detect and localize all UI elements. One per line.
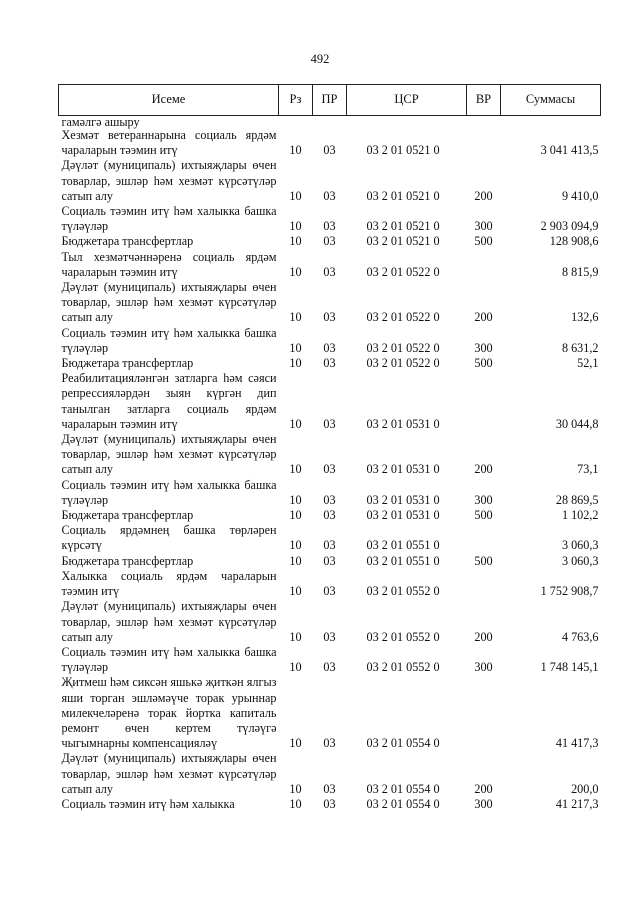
cell-name: Бюджетара трансфертлар [61,553,194,568]
cell-pr: 03 [323,340,336,355]
cell-vr [467,523,501,553]
table-row [59,280,601,326]
cell-sum: 3 060,3 [561,553,599,568]
cell-csr: 03 2 01 0521 0 [366,219,440,234]
cell-pr [313,116,347,129]
table-row [59,797,601,812]
table-row [59,326,601,356]
cell-rz: 10 [289,508,302,523]
cell-csr: 03 2 01 0522 0 [366,356,440,371]
table-row [59,356,601,371]
cell-rz [279,116,313,129]
header-pr: ПР [313,85,347,116]
header-name: Исеме [59,85,279,116]
cell-csr: 03 2 01 0522 0 [366,310,440,325]
table-row [59,751,601,797]
cell-pr: 03 [323,356,336,371]
cell-name: Халыкка социаль ярдәм чараларын тәэмин итү [61,568,277,599]
cell-name: Тыл хезмәтчәннәренә социаль ярдәм чараларын тәэмин итү [61,249,277,279]
table-row [59,675,601,751]
cell-csr: 03 2 01 0552 0 [366,629,440,644]
cell-vr [467,569,501,599]
cell-vr: 200 [474,462,493,477]
cell-vr [467,116,501,129]
cell-sum: 2 903 094,9 [540,219,599,234]
cell-rz: 10 [289,462,302,477]
cell-rz: 10 [289,629,302,644]
cell-pr: 03 [323,538,336,553]
cell-csr: 03 2 01 0551 0 [366,553,440,568]
cell-sum: 73,1 [577,462,599,477]
cell-rz: 10 [289,234,302,249]
table-row [59,371,601,432]
cell-pr: 03 [323,508,336,523]
cell-name: Социаль тәэмин итү һәм халыкка [61,796,235,811]
cell-rz: 10 [289,188,302,203]
cell-rz: 10 [289,310,302,325]
cell-pr: 03 [323,234,336,249]
cell-name: Җитмеш һәм сиксән яшькә җиткән ялгыз яши торган эшләмәүче торак урыннар милекчеләренә торак йортка капиталь ремонт өчен кертем түләүгә чыгымнарны компенсацияләү [61,675,277,751]
cell-sum: 1 102,2 [561,508,599,523]
cell-csr: 03 2 01 0531 0 [366,462,440,477]
cell-name: Дәүләт (муниципаль) ихтыяҗлары өчен товарлар, эшләр һәм хезмәт күрсәтүләр сатып алу [61,599,277,644]
cell-pr: 03 [323,629,336,644]
cell-sum: 30 044,8 [555,416,599,431]
cell-pr: 03 [323,553,336,568]
cell-pr: 03 [323,143,336,158]
cell-vr [467,250,501,280]
page-number: 492 [310,52,330,66]
cell-csr: 03 2 01 0531 0 [366,508,440,523]
cell-csr: 03 2 01 0522 0 [366,264,440,279]
cell-name: Социаль тәэмин итү һәм халыкка башка түләүләр [61,477,277,507]
cell-pr: 03 [323,416,336,431]
cell-csr: 03 2 01 0552 0 [366,660,440,675]
cell-sum: 41 217,3 [555,796,599,811]
cell-pr: 03 [323,796,336,811]
cell-name: Социаль ярдәмнең башка төрләрен күрсәтү [61,523,277,553]
cell-name: гамәлгә ашыру [61,115,140,129]
cell-rz: 10 [289,781,302,796]
header-rz: Рз [279,85,313,116]
cell-rz: 10 [289,736,302,751]
table-row [59,432,601,478]
cell-sum: 132,6 [571,310,599,325]
cell-csr: 03 2 01 0554 0 [366,796,440,811]
table-row [59,508,601,523]
cell-name: Дәүләт (муниципаль) ихтыяҗлары өчен товарлар, эшләр һәм хезмәт күрсәтүләр сатып алу [61,432,277,477]
table-header-row [59,85,601,116]
cell-sum: 52,1 [577,356,599,371]
cell-pr: 03 [323,660,336,675]
cell-rz: 10 [289,538,302,553]
cell-sum: 3 060,3 [561,538,599,553]
cell-csr: 03 2 01 0521 0 [366,143,440,158]
cell-rz: 10 [289,584,302,599]
cell-rz: 10 [289,660,302,675]
table-row [59,645,601,675]
cell-csr: 03 2 01 0552 0 [366,584,440,599]
header-vr: ВР [467,85,501,116]
cell-name: Дәүләт (муниципаль) ихтыяҗлары өчен товарлар, эшләр һәм хезмәт күрсәтүләр сатып алу [61,751,277,796]
cell-sum: 1 752 908,7 [540,584,599,599]
cell-pr: 03 [323,462,336,477]
cell-pr: 03 [323,310,336,325]
cell-vr: 300 [474,492,493,507]
cell-vr: 300 [474,219,493,234]
cell-name: Дәүләт (муниципаль) ихтыяҗлары өчен товарлар, эшләр һәм хезмәт күрсәтүләр сатып алу [61,158,277,203]
table-row [59,478,601,508]
cell-rz: 10 [289,356,302,371]
cell-sum: 1 748 145,1 [540,660,599,675]
cell-sum [501,116,601,129]
cell-name: Социаль тәэмин итү һәм халыкка башка түләүләр [61,204,277,234]
table-row [59,250,601,280]
cell-vr: 200 [474,781,493,796]
cell-vr: 500 [474,234,493,249]
cell-name: Социаль тәэмин итү һәм халыкка башка түләүләр [61,644,277,675]
cell-vr [467,675,501,751]
table-row [59,523,601,553]
table-row [59,569,601,599]
cell-vr: 300 [474,796,493,811]
cell-sum: 41 417,3 [555,736,599,751]
cell-rz: 10 [289,416,302,431]
cell-rz: 10 [289,219,302,234]
table-row [59,234,601,249]
cell-rz: 10 [289,264,302,279]
table-row [59,204,601,234]
cell-vr [467,128,501,158]
cell-csr: 03 2 01 0521 0 [366,234,440,249]
header-sum: Суммасы [501,85,601,116]
cell-rz: 10 [289,143,302,158]
cell-csr: 03 2 01 0522 0 [366,340,440,355]
cell-csr: 03 2 01 0531 0 [366,416,440,431]
cell-vr: 500 [474,508,493,523]
cell-name: Реабилитацияләнгән затларга һәм сәяси репрессияләрдән зыян күргән дип танылган затларга социаль ярдәм чараларын тәэмин итү [61,371,277,431]
cell-csr [347,116,467,129]
cell-vr: 500 [474,553,493,568]
cell-vr: 200 [474,629,493,644]
cell-sum: 3 041 413,5 [540,143,599,158]
cell-pr: 03 [323,584,336,599]
table-row [59,158,601,204]
cell-name: Бюджетара трансфертлар [61,234,194,249]
cell-csr: 03 2 01 0554 0 [366,736,440,751]
cell-name: Социаль тәэмин итү һәм халыкка башка түләүләр [61,325,277,355]
cell-name: Дәүләт (муниципаль) ихтыяҗлары өчен товарлар, эшләр һәм хезмәт күрсәтүләр сатып алу [61,280,277,325]
cell-sum: 28 869,5 [555,492,599,507]
cell-sum: 128 908,6 [549,234,599,249]
cell-pr: 03 [323,219,336,234]
cell-sum: 8 631,2 [561,340,599,355]
cell-csr: 03 2 01 0554 0 [366,781,440,796]
cell-rz: 10 [289,553,302,568]
cell-vr: 200 [474,310,493,325]
cell-csr: 03 2 01 0521 0 [366,188,440,203]
table-row [59,128,601,158]
cell-sum: 4 763,6 [561,629,599,644]
budget-table [58,84,601,812]
cell-csr: 03 2 01 0551 0 [366,538,440,553]
cell-sum: 9 410,0 [561,188,599,203]
cell-pr: 03 [323,188,336,203]
cell-csr: 03 2 01 0531 0 [366,492,440,507]
cell-rz: 10 [289,340,302,355]
cell-vr: 500 [474,356,493,371]
cell-name: Хезмәт ветераннарына социаль ярдәм чараларын тәэмин итү [61,128,277,158]
cell-vr [467,371,501,432]
table-row [59,599,601,645]
cell-vr: 200 [474,188,493,203]
cell-rz: 10 [289,796,302,811]
cell-pr: 03 [323,492,336,507]
table-row [59,554,601,569]
cell-pr: 03 [323,264,336,279]
header-csr: ЦСР [347,85,467,116]
cell-sum: 200,0 [571,781,599,796]
cell-pr: 03 [323,736,336,751]
table-row [59,116,601,129]
cell-sum: 8 815,9 [561,264,599,279]
cell-vr: 300 [474,340,493,355]
cell-name: Бюджетара трансфертлар [61,508,194,523]
cell-name: Бюджетара трансфертлар [61,356,194,371]
cell-rz: 10 [289,492,302,507]
cell-pr: 03 [323,781,336,796]
cell-vr: 300 [474,660,493,675]
